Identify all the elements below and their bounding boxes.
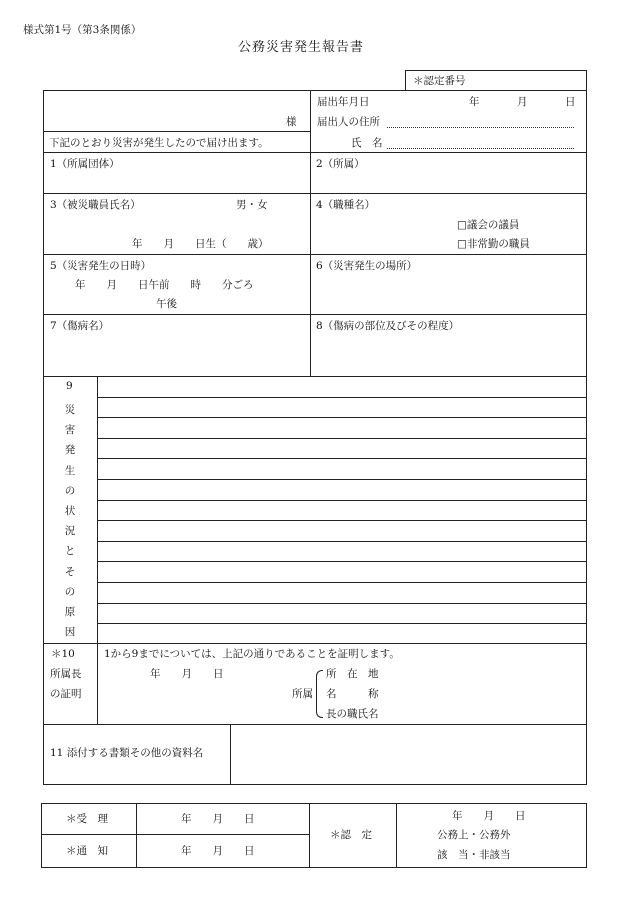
submitter-name-label: 氏 名 xyxy=(351,137,383,149)
cert-box-top xyxy=(405,70,586,71)
section-9-title-char: 因 xyxy=(64,626,76,639)
footer-right xyxy=(586,803,587,868)
section-9-title-char: と xyxy=(64,545,76,558)
cert-number-label: ＊認定番号 xyxy=(413,75,466,87)
center-divider xyxy=(310,90,311,376)
row-line-3 xyxy=(43,254,586,255)
writing-line xyxy=(97,603,586,604)
writing-line xyxy=(97,520,586,521)
section-9-title-char: 発 xyxy=(64,444,76,457)
intro-text: 下記のとおり災害が発生したので届け出ます。 xyxy=(49,137,269,149)
section-9-title-char: 害 xyxy=(64,424,76,437)
field-3-label: 3（被災職員氏名） xyxy=(50,199,141,211)
receipt-date: 年 月 日 xyxy=(181,813,255,825)
form-title: 公務災害発生報告書 xyxy=(238,40,365,55)
row-line-1 xyxy=(43,152,586,153)
footer-col-3 xyxy=(396,803,397,868)
brace xyxy=(316,670,323,718)
form-reference: 様式第1号（第3条関係） xyxy=(23,24,142,36)
submission-day: 日 xyxy=(565,96,576,108)
section-9-title-char: の xyxy=(64,484,76,497)
writing-line xyxy=(97,479,586,480)
section-9-title-char: 状 xyxy=(64,505,76,517)
option-part-time-staff[interactable]: □非常勤の職員 xyxy=(457,238,530,250)
footer-col-2 xyxy=(309,803,310,868)
notice-date: 年 月 日 xyxy=(181,845,255,857)
section-9-title-char: 況 xyxy=(64,525,76,538)
section-9-title-char: の xyxy=(64,585,76,598)
section-11-label: 11 添付する書類その他の資料名 xyxy=(50,747,204,759)
head-title-name-label: 長の職氏名 xyxy=(326,708,379,720)
name-field[interactable] xyxy=(387,148,574,149)
row-line-4 xyxy=(43,314,586,315)
section-10-label-3: の証明 xyxy=(50,688,82,700)
submission-year: 年 xyxy=(469,96,480,108)
writing-line xyxy=(97,561,586,562)
field-7-label: 7（傷病名） xyxy=(50,320,110,332)
option-council-member[interactable]: □議会の議員 xyxy=(457,219,520,231)
section-10-label-2: 所属長 xyxy=(50,668,82,680)
footer-col-1 xyxy=(136,803,137,868)
submission-date-label: 届出年月日 xyxy=(317,96,370,108)
section-9-number: 9 xyxy=(66,380,73,392)
writing-line xyxy=(97,458,586,459)
location-label: 所 在 地 xyxy=(326,668,379,680)
intro-line xyxy=(43,131,310,132)
footer-bottom xyxy=(41,867,587,868)
field-8-label: 8（傷病の部位及びその程度） xyxy=(316,320,460,332)
writing-line xyxy=(97,623,586,624)
footer-mid xyxy=(41,834,309,835)
submitter-address-label: 届出人の住所 xyxy=(317,116,380,128)
approval-label: ＊認 定 xyxy=(330,829,372,841)
row-line-5 xyxy=(43,376,586,377)
incident-datetime-line: 年 月 日午前 時 分ごろ xyxy=(75,279,254,291)
sama-label: 様 xyxy=(286,116,297,128)
writing-line xyxy=(97,438,586,439)
field-4-label: 4（職種名） xyxy=(316,199,376,211)
row-line-2 xyxy=(43,193,586,194)
form-left-border xyxy=(43,90,44,784)
footer-top xyxy=(41,803,587,804)
affiliation-label: 所属 xyxy=(292,688,313,700)
section-9-title-char: そ xyxy=(64,565,76,578)
writing-line xyxy=(97,417,586,418)
form-bottom-border xyxy=(43,784,587,785)
receipt-label: ＊受 理 xyxy=(66,813,108,825)
public-duty-option[interactable]: 公務上・公務外 xyxy=(437,829,511,841)
approval-date: 年 月 日 xyxy=(452,810,526,822)
form-top-border xyxy=(43,90,586,91)
org-name-label: 名 称 xyxy=(326,688,379,700)
field-5-label: 5（災害発生の日時） xyxy=(50,260,152,272)
section-9-divider xyxy=(97,376,98,724)
footer-left xyxy=(41,803,42,868)
address-field[interactable] xyxy=(387,127,574,128)
writing-line xyxy=(97,500,586,501)
field-6-label: 6（災害発生の場所） xyxy=(316,260,418,272)
applicable-option[interactable]: 該 当・非該当 xyxy=(437,849,511,861)
cert-box-left xyxy=(405,70,406,91)
section-9-title-char: 原 xyxy=(64,606,76,618)
writing-line xyxy=(97,582,586,583)
row-line-7 xyxy=(43,724,586,725)
section-11-divider xyxy=(230,724,231,784)
notice-label: ＊通 知 xyxy=(66,845,108,857)
sex-selector[interactable]: 男・女 xyxy=(236,199,268,211)
writing-line xyxy=(97,397,586,398)
form-right-border xyxy=(586,70,587,784)
certification-statement: 1から9までについては、上記の通りであることを証明します。 xyxy=(104,648,400,660)
row-line-6 xyxy=(43,643,586,644)
field-1-label: 1（所属団体） xyxy=(50,158,120,170)
field-2-label: 2（所属） xyxy=(316,158,365,170)
birth-date-line: 年 月 日生（ 歳） xyxy=(132,238,269,250)
section-9-title-char: 災 xyxy=(64,404,76,416)
section-10-label-1: ＊10 xyxy=(51,648,75,660)
writing-line xyxy=(97,541,586,542)
section-9-title-char: 生 xyxy=(64,464,76,477)
certification-date: 年 月 日 xyxy=(150,668,224,680)
pm-label: 午後 xyxy=(156,298,177,310)
submission-month: 月 xyxy=(517,96,528,108)
